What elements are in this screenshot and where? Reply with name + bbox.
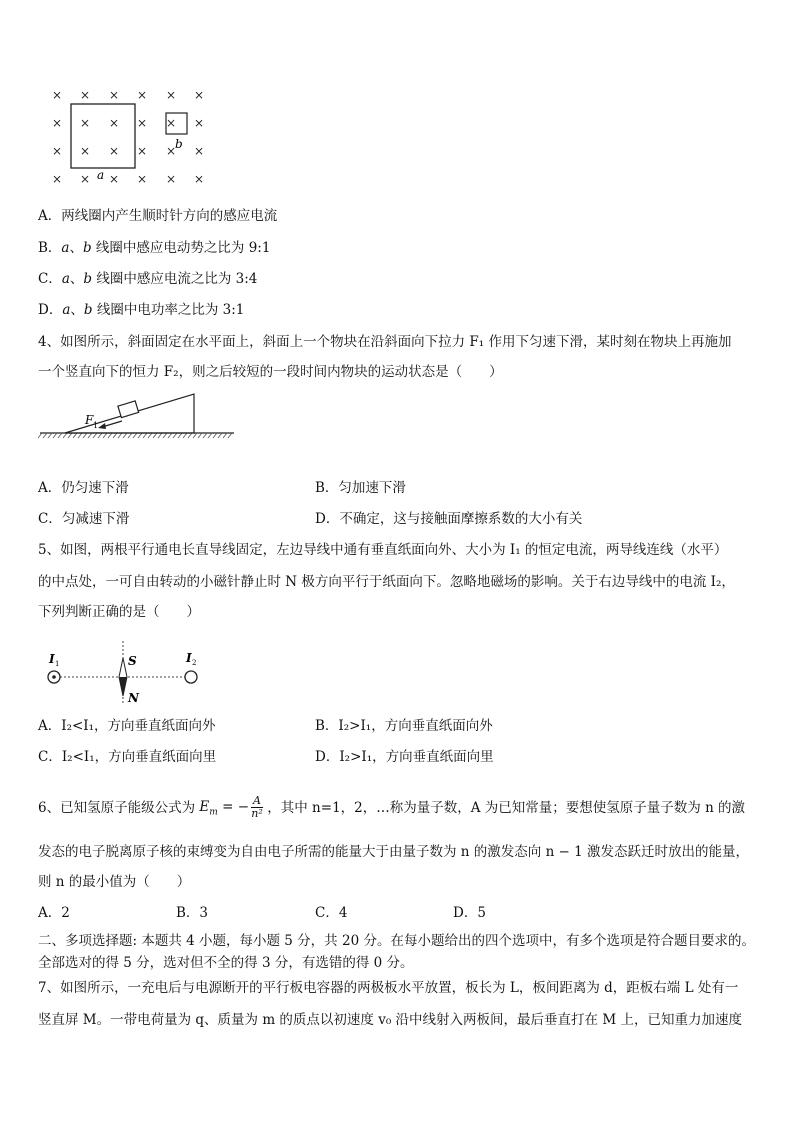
ground-hatch-mark <box>143 433 147 438</box>
q3-option-b-sep: 、 <box>69 240 83 256</box>
ground-hatch-mark <box>53 433 57 438</box>
q6-option-d[interactable]: D．5 <box>453 905 486 921</box>
ground-hatch-mark <box>43 433 47 438</box>
q7-stem-line-1: 7、如图所示，一充电后与电源断开的平行板电容器的两极板水平放置，板长为 L，板间距离为 d，距板右端 L 处有一 <box>38 980 739 996</box>
ground-hatch-mark <box>38 433 42 438</box>
field-cross-mark: × <box>109 144 120 158</box>
coil-b-label: b <box>175 137 183 151</box>
ground-hatch-mark <box>148 433 152 438</box>
ground-hatch-mark <box>58 433 62 438</box>
q4-stem-line-1: 4、如图所示，斜面固定在水平面上，斜面上一个物块在沿斜面向下拉力 F₁ 作用下匀速下滑，某时刻在物块上再施加 <box>38 334 732 350</box>
q3-option-c[interactable] <box>38 270 257 288</box>
wire-i1-dot <box>52 675 56 679</box>
ground-hatch-mark <box>88 433 92 438</box>
field-cross-mark: × <box>109 172 120 186</box>
ground-hatch-mark <box>213 433 217 438</box>
incline-diagram <box>38 390 238 440</box>
label-i2-sub: 2 <box>192 659 197 667</box>
formula-numerator: A <box>253 794 261 807</box>
q6-stem-prefix: 6、已知氢原子能级公式为 <box>38 799 196 816</box>
compass-needle-n-half <box>119 677 127 696</box>
field-cross-mark: × <box>80 144 91 158</box>
ground-hatch-mark <box>198 433 202 438</box>
figure-incline-block <box>38 390 238 440</box>
q6-stem-line-2: 发态的电子脱离原子核的束缚变为自由电子所需的能量大于由量子数为 n 的激发态向 n − 1 激发态跃迁时放出的能量， <box>38 844 750 860</box>
field-cross-mark: × <box>52 116 63 130</box>
q3-option-c-prefix: C． <box>38 271 62 287</box>
formula-fraction <box>251 795 263 820</box>
q3-option-d-sep: 、 <box>70 302 84 318</box>
q3-option-a[interactable]: A．两线圈内产生顺时针方向的感应电流 <box>38 208 278 224</box>
formula-equals: = − <box>217 799 250 815</box>
ground-hatch-mark <box>93 433 97 438</box>
q3-option-b-var-a: a <box>61 240 70 256</box>
q5-option-b[interactable]: B．I₂>I₁，方向垂直纸面向外 <box>315 718 493 734</box>
q3-option-c-text: 线圈中感应电流之比为 3:4 <box>92 271 258 287</box>
q5-stem-line-2: 的中点处，一可自由转动的小磁针静止时 N 极方向平行于纸面向下。忽略地磁场的影响。关于右边导线中的电流 I₂， <box>38 574 735 590</box>
label-i2: I <box>186 651 192 665</box>
q4-option-b[interactable]: B．匀加速下滑 <box>315 480 406 496</box>
ground-hatch-mark <box>153 433 157 438</box>
q4-option-d[interactable]: D．不确定，这与接触面摩擦系数的大小有关 <box>315 511 583 527</box>
field-cross-mark: × <box>52 144 63 158</box>
q3-option-c-sep: 、 <box>69 271 84 287</box>
force-f1-subscript: 1 <box>93 421 99 430</box>
label-i1: I <box>49 652 55 666</box>
field-cross-mark: × <box>52 172 63 186</box>
ground-hatch-mark <box>228 433 232 438</box>
ground-hatch-mark <box>118 433 122 438</box>
q5-option-a[interactable]: A．I₂<I₁，方向垂直纸面向外 <box>38 718 216 734</box>
ground-hatch-mark <box>208 433 212 438</box>
field-cross-mark: × <box>137 88 148 102</box>
ground-hatch-mark <box>183 433 187 438</box>
field-cross-mark: × <box>109 88 120 102</box>
field-cross-mark: × <box>52 88 63 102</box>
q6-option-a[interactable]: A．2 <box>38 905 70 921</box>
ground-hatch-mark <box>158 433 162 438</box>
q5-option-d[interactable]: D．I₂>I₁，方向垂直纸面向里 <box>315 749 494 765</box>
field-cross-mark: × <box>194 116 205 130</box>
ground-hatch-mark <box>173 433 177 438</box>
q3-option-d-var-b: b <box>83 302 93 318</box>
force-f1-label: F <box>85 413 94 427</box>
q3-option-d-text: 线圈中电功率之比为 3:1 <box>92 302 245 318</box>
ground-hatch-mark <box>133 433 137 438</box>
ground-hatch-mark <box>193 433 197 438</box>
q3-option-b-prefix: B． <box>38 240 62 256</box>
block-on-incline <box>118 401 139 418</box>
q5-stem-line-1: 5、如图，两根平行通电长直导线固定，左边导线中通有垂直纸面向外、大小为 I₁ 的恒定电流，两导线连线（水平） <box>38 542 728 558</box>
q6-option-b[interactable]: B．3 <box>176 905 209 921</box>
ground-hatch-mark <box>113 433 117 438</box>
formula-denominator: n² <box>251 807 263 820</box>
ground-hatch-mark <box>218 433 222 438</box>
wire-i2 <box>185 671 197 683</box>
q6-stem-line-1 <box>38 795 745 822</box>
ground-hatch <box>38 433 232 438</box>
ground-hatch-mark <box>78 433 82 438</box>
label-n-pole: N <box>128 691 139 705</box>
q6-option-c[interactable]: C．4 <box>315 905 348 921</box>
ground-hatch-mark <box>83 433 87 438</box>
q3-option-c-var-a: a <box>61 271 70 287</box>
ground-hatch-mark <box>178 433 182 438</box>
ground-hatch-mark <box>48 433 52 438</box>
field-cross-mark: × <box>80 116 91 130</box>
coil-a-square <box>71 104 135 168</box>
section2-heading-line-1: 二、多项选择题: 本题共 4 小题，每小题 5 分，共 20 分。在每小题给出的四个选项中，有多个选项是符合题目要求的。 <box>38 933 755 949</box>
q3-option-d-var-a: a <box>62 302 71 318</box>
energy-formula <box>199 795 263 822</box>
field-cross-mark: × <box>166 88 177 102</box>
formula-e: E <box>199 799 210 815</box>
ground-hatch-mark <box>223 433 227 438</box>
q5-stem-line-3: 下列判断正确的是（ ） <box>38 604 200 620</box>
field-cross-mark: × <box>166 116 177 130</box>
q4-option-a[interactable]: A．仍匀速下滑 <box>38 480 129 496</box>
coil-diagram <box>40 84 220 188</box>
field-cross-mark: × <box>166 144 177 158</box>
q3-option-b-text: 线圈中感应电动势之比为 9:1 <box>91 240 271 256</box>
ground-hatch-mark <box>98 433 102 438</box>
ground-hatch-mark <box>103 433 107 438</box>
field-cross-mark: × <box>137 144 148 158</box>
field-cross-mark: × <box>194 144 205 158</box>
ground-hatch-mark <box>63 433 67 438</box>
q6-stem-suffix: ，其中 n=1，2，…称为量子数，A 为已知常量；要想使氢原子量子数为 n 的激 <box>267 799 746 816</box>
ground-hatch-mark <box>168 433 172 438</box>
q4-stem-line-2: 一个竖直向下的恒力 F₂，则之后较短的一段时间内物块的运动状态是（ ） <box>38 364 503 380</box>
figure-wires-compass <box>40 638 210 708</box>
ground-hatch-mark <box>138 433 142 438</box>
ground-hatch-mark <box>123 433 127 438</box>
figure-magnetic-field-coils <box>40 84 220 188</box>
field-cross-mark: × <box>166 172 177 186</box>
field-cross-mark: × <box>137 116 148 130</box>
coil-a-label: a <box>97 168 105 182</box>
ground-hatch-mark <box>188 433 192 438</box>
wires-diagram <box>40 638 210 708</box>
ground-hatch-mark <box>128 433 132 438</box>
section2-heading-line-2: 全部选对的得 5 分，选对但不全的得 3 分，有选错的得 0 分。 <box>38 955 414 971</box>
q3-option-b-var-b: b <box>82 240 92 256</box>
field-cross-mark: × <box>194 88 205 102</box>
q3-option-d-prefix: D． <box>38 302 63 318</box>
formula-sub-m: m <box>209 807 218 818</box>
q6-stem-line-3: 则 n 的最小值为（ ） <box>38 874 191 890</box>
label-s-pole: S <box>128 654 137 668</box>
ground-hatch-mark <box>73 433 77 438</box>
label-i1-sub: 1 <box>55 660 60 668</box>
force-f1-arrowhead <box>98 423 106 429</box>
q3-option-b[interactable] <box>38 239 270 257</box>
ground-hatch-mark <box>163 433 167 438</box>
q7-stem-line-2: 竖直屏 M。一带电荷量为 q、质量为 m 的质点以初速度 v₀ 沿中线射入两板间，最后垂直打在 M 上，已知重力加速度 <box>38 1012 742 1028</box>
field-cross-mark: × <box>194 172 205 186</box>
ground-hatch-mark <box>108 433 112 438</box>
field-cross-mark: × <box>109 116 120 130</box>
field-cross-mark: × <box>137 172 148 186</box>
q3-option-d[interactable] <box>38 301 244 319</box>
q3-option-c-var-b: b <box>83 271 93 287</box>
field-cross-mark: × <box>80 172 91 186</box>
field-cross-mark: × <box>80 88 91 102</box>
ground-hatch-mark <box>68 433 72 438</box>
q4-option-c[interactable]: C．匀减速下滑 <box>38 511 130 527</box>
ground-hatch-mark <box>203 433 207 438</box>
q5-option-c[interactable]: C．I₂<I₁，方向垂直纸面向里 <box>38 749 217 765</box>
